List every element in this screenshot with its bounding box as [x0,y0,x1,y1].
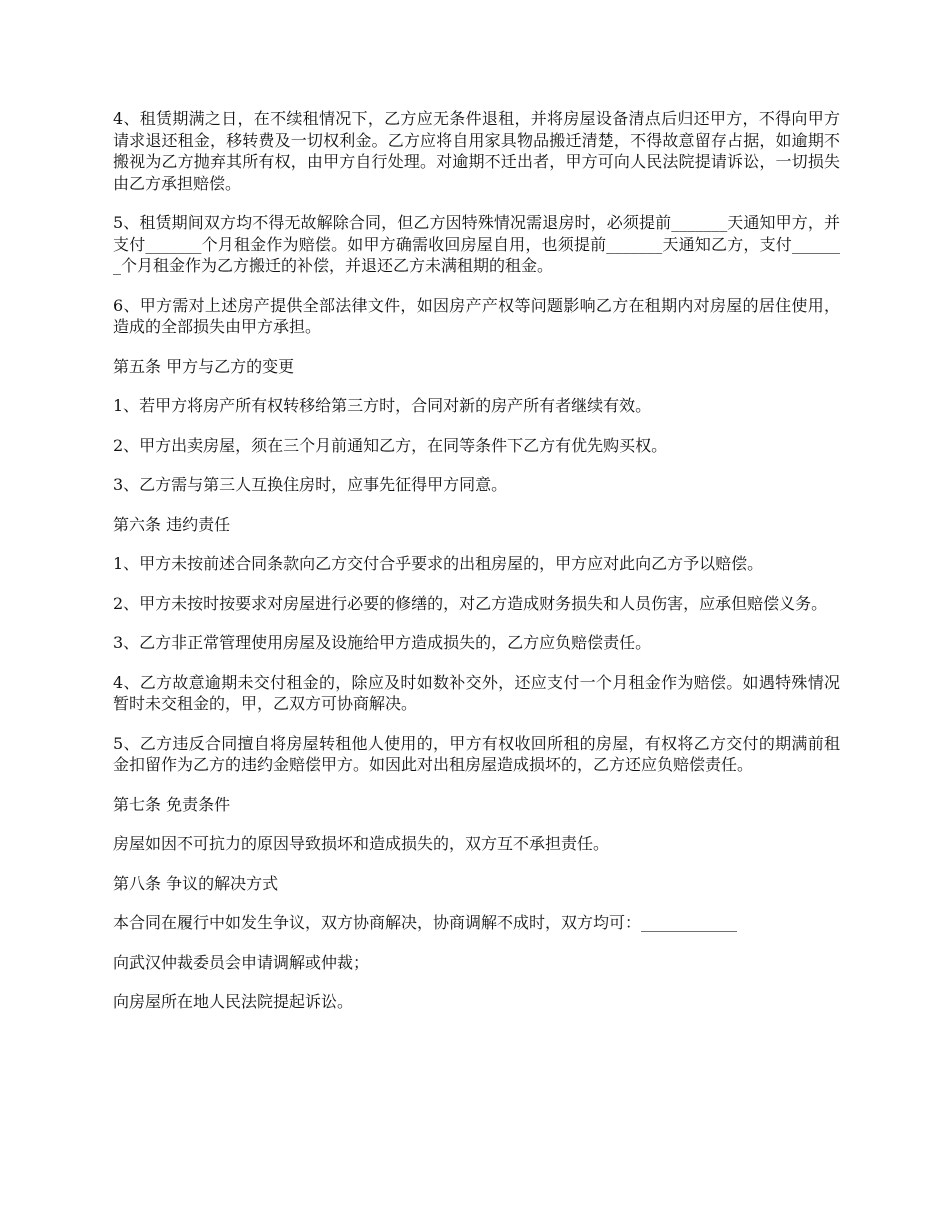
article-8-option-litigation: 向房屋所在地人民法院提起诉讼。 [113,992,354,1011]
article-7-heading: 第七条 免责条件 [113,794,231,814]
clause-4-7-paragraph: 4、租赁期满之日，在不续租情况下，乙方应无条件退租，并将房屋设备清点后归还甲方，不得向甲方请求退还租金，移转费及一切权利金。乙方应将自用家具物品搬迁清楚，不得故意留存占据，如逾期不搬视为乙方抛弃其所有权，由甲方自行处理。对逾期不迁出者，甲方可向人民法院提请诉讼，一切损失由乙方承担赔偿。 [113,109,840,193]
clause-5-3-paragraph: 3、乙方需与第三人互换住房时，应事先征得甲方同意。 [113,475,508,494]
clause-4-6-paragraph: 6、甲方需对上述房产提供全部法律文件，如因房产产权等问题影响乙方在租期内对房屋的居住使用，造成的全部损失由甲方承担。 [113,295,840,336]
article-8-heading: 第八条 争议的解决方式 [113,873,279,893]
clause-6-2-paragraph: 2、甲方未按时按要求对房屋进行必要的修缮的，对乙方造成财务损失和人员伤害，应承但赔偿义务。 [113,593,828,613]
clause-6-1-paragraph: 1、甲方未按前述合同条款向乙方交付合乎要求的出租房屋的，甲方应对此向乙方予以赔偿。 [113,554,764,573]
clause-6-4-paragraph: 4、乙方故意逾期未交付租金的，除应及时如数补交外，还应支付一个月租金作为赔偿。如遇特殊情况暂时未交租金的，甲，乙双方可协商解决。 [113,672,840,713]
clause-5-2-paragraph: 2、甲方出卖房屋，须在三个月前通知乙方，在同等条件下乙方有优先购买权。 [113,435,668,455]
clause-6-5-paragraph: 5、乙方违反合同擅自将房屋转租他人使用的，甲方有权收回所租的房屋，有权将乙方交付的期满前租金扣留作为乙方的违约金赔偿甲方。如因此对出租房屋造成损坏的，乙方还应负赔偿责任。 [113,733,840,774]
article-7-body: 房屋如因不可抗力的原因导致损坏和造成损失的，双方互不承担责任。 [113,834,610,853]
article-8-option-arbitration: 向武汉仲裁委员会申请调解或仲裁； [113,952,370,972]
article-5-heading: 第五条 甲方与乙方的变更 [113,356,295,376]
clause-4-5-paragraph: 5、租赁期间双方均不得无故解除合同，但乙方因特殊情况需退房时，必须提前_______天通知甲方，并支付_______个月租金作为赔偿。如甲方确需收回房屋自用，也须提前_______天通知乙方，支付_______个月租金作为乙方搬迁的补偿，并退还乙方未满租期的租金。 [113,213,840,275]
article-8-body: 本合同在履行中如发生争议，双方协商解决，协商调解不成时，双方均可：____________ [113,913,738,932]
clause-6-3-paragraph: 3、乙方非正常管理使用房屋及设施给甲方造成损失的，乙方应负赔偿责任。 [113,633,652,652]
article-6-heading: 第六条 违约责任 [113,514,231,534]
clause-5-1-paragraph: 1、若甲方将房产所有权转移给第三方时，合同对新的房产所有者继续有效。 [113,396,652,415]
